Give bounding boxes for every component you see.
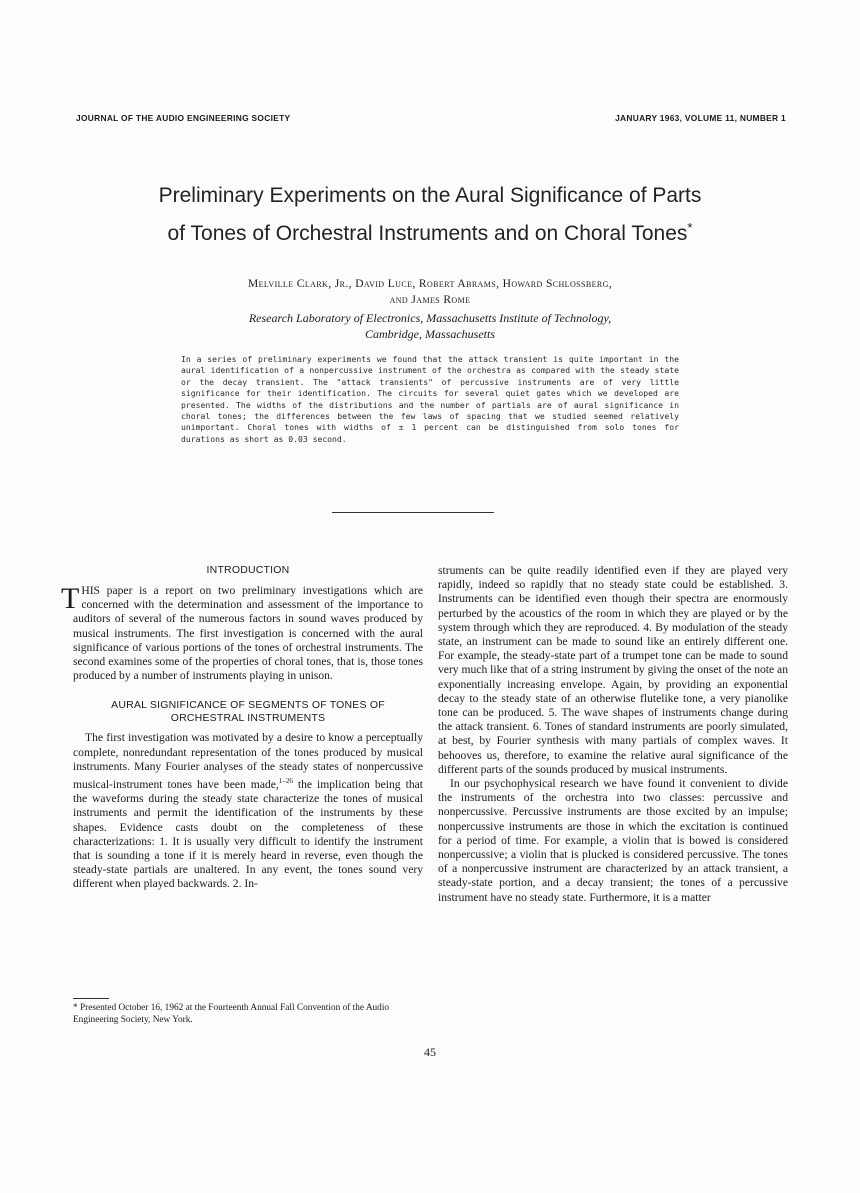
title-footnote-mark: * xyxy=(687,220,693,235)
affiliation-line-1: Research Laboratory of Electronics, Massachusetts Institute of Technology, xyxy=(248,311,612,325)
drop-cap: T xyxy=(61,582,80,615)
title-line-2-text: of Tones of Orchestral Instruments and on Choral Tones xyxy=(167,222,688,245)
footnote-text: Presented October 16, 1962 at the Fourteenth Annual Fall Convention of the Audio Engineering Society, New York. xyxy=(73,1003,390,1025)
aural-text-part-a: The first investigation was motivated by a desire to know a perceptually complete, nonredundant representation of the tones produced by musical instruments. Many Fourier analyses of the steady states of nonpercussive musical-instrument tones have been made, xyxy=(73,731,423,791)
aural-significance-heading xyxy=(73,699,423,725)
introduction-heading: INTRODUCTION xyxy=(206,564,290,576)
introduction-text: HIS paper is a report on two preliminary investigations which are concerned with the determination and assessment of the importance to auditors of several of the numerous factors in sound waves produced by musical instruments. The first investigation is concerned with the aural significance of various portions of the tones of orchestral instruments. The second examines some of the properties of choral tones, that is, those tones produced by a number of instruments playing in unison. xyxy=(73,584,423,683)
affiliation-line-2: Cambridge, Massachusetts xyxy=(365,327,495,341)
abstract: In a series of preliminary experiments we found that the attack transient is quite important in the aural identification of a nonpercussive instrument of the orchestra as compared with the steady state or the decay transient. The "attack transients" of percussive instruments are of very little significance for their identification. The circuits for several quiet gates which we developed are presented. The widths of the distributions and the number of partials are of aural significance in choral tones; the differences between the few laws of spacing that we studied seemed relatively unimportant. Choral tones with widths of ± 1 percent can be distinguished from solo tones for durations as short as 0.03 second. xyxy=(181,354,679,444)
aural-text-part-b: the implication being that the waveforms during the steady state characterize the tones of musical instruments and permit the identification of the instruments by these shapes. Evidence casts doubt on the completeness of these characterizations: 1. It is usually very difficult to identify the instrument that is sounding a tone if it is merely heard in reverse, even though the steady-state partials are unaltered. In any event, the tones sound very different when played backwards. 2. In- xyxy=(73,777,423,891)
right-paragraph-2: In our psychophysical research we have found it convenient to divide the instruments of the orchestra into two classes: percussive and nonpercussive. Percussive instruments are those excited by an impulse; nonpercussive instruments are those in which the excitation is continued for a period of time. For example, a violin that is bowed is considered nonpercussive; a violin that is plucked is considered percussive. The tones of a nonpercussive instrument are characterized by an attack transient, a steady-state portion, and a decay transient; the tones of a percussive instrument have no steady state. Furthermore, it is a matter xyxy=(438,777,788,904)
paper-title xyxy=(60,180,800,250)
page-number: 45 xyxy=(424,1045,436,1059)
affiliation xyxy=(150,310,710,342)
aural-heading-line-1: AURAL SIGNIFICANCE OF SEGMENTS OF TONES OF xyxy=(111,699,385,712)
authors-line-1: Melville Clark, Jr., David Luce, Robert Abrams, Howard Schlossberg, xyxy=(247,278,613,290)
aural-heading-line-2: ORCHESTRAL INSTRUMENTS xyxy=(170,712,326,725)
title-line-2 xyxy=(60,212,800,250)
right-column xyxy=(438,564,788,905)
aural-paragraph xyxy=(73,731,423,891)
reference-superscript: 1–26 xyxy=(278,777,293,786)
left-column xyxy=(61,564,423,892)
footnote-rule xyxy=(73,998,109,999)
right-paragraph-1: struments can be quite readily identified even if they are played very rapidly, indeed so rapidly that no steady state could be established. 3. Instruments can be identified even though their spectra are enormously perturbed by the acoustics of the room in which they are played or by the system through which they are reproduced. 4. By modulation of the steady state, an instrument can be made to sound like an entirely different one. For example, the steady-state part of a trumpet tone can be made to sound very much like that of a string instrument by giving the onset of the note an exponentially increasing envelope. Again, by providing an exponential decay to the steady state of an otherwise flutelike tone, a very pianolike tone can be produced. 5. The wave shapes of instruments change during the attack transient. 6. Tones of standard instruments are poorly simulated, at best, by Fourier synthesis with many partials of complex waves. It behooves us, therefore, to examine the relative aural significance of the different parts of the sounds produced by musical instruments. xyxy=(438,564,788,776)
authors-line-2: and James Rome xyxy=(389,294,471,306)
journal-name-header: JOURNAL OF THE AUDIO ENGINEERING SOCIETY xyxy=(76,113,291,123)
section-divider-rule xyxy=(332,512,494,513)
author-list xyxy=(150,276,710,308)
issue-header: JANUARY 1963, VOLUME 11, NUMBER 1 xyxy=(615,113,786,123)
footnote xyxy=(73,998,423,1026)
title-line-1: Preliminary Experiments on the Aural Significance of Parts xyxy=(158,184,702,207)
footnote-mark: * xyxy=(73,1003,78,1013)
introduction-paragraph xyxy=(61,582,423,683)
